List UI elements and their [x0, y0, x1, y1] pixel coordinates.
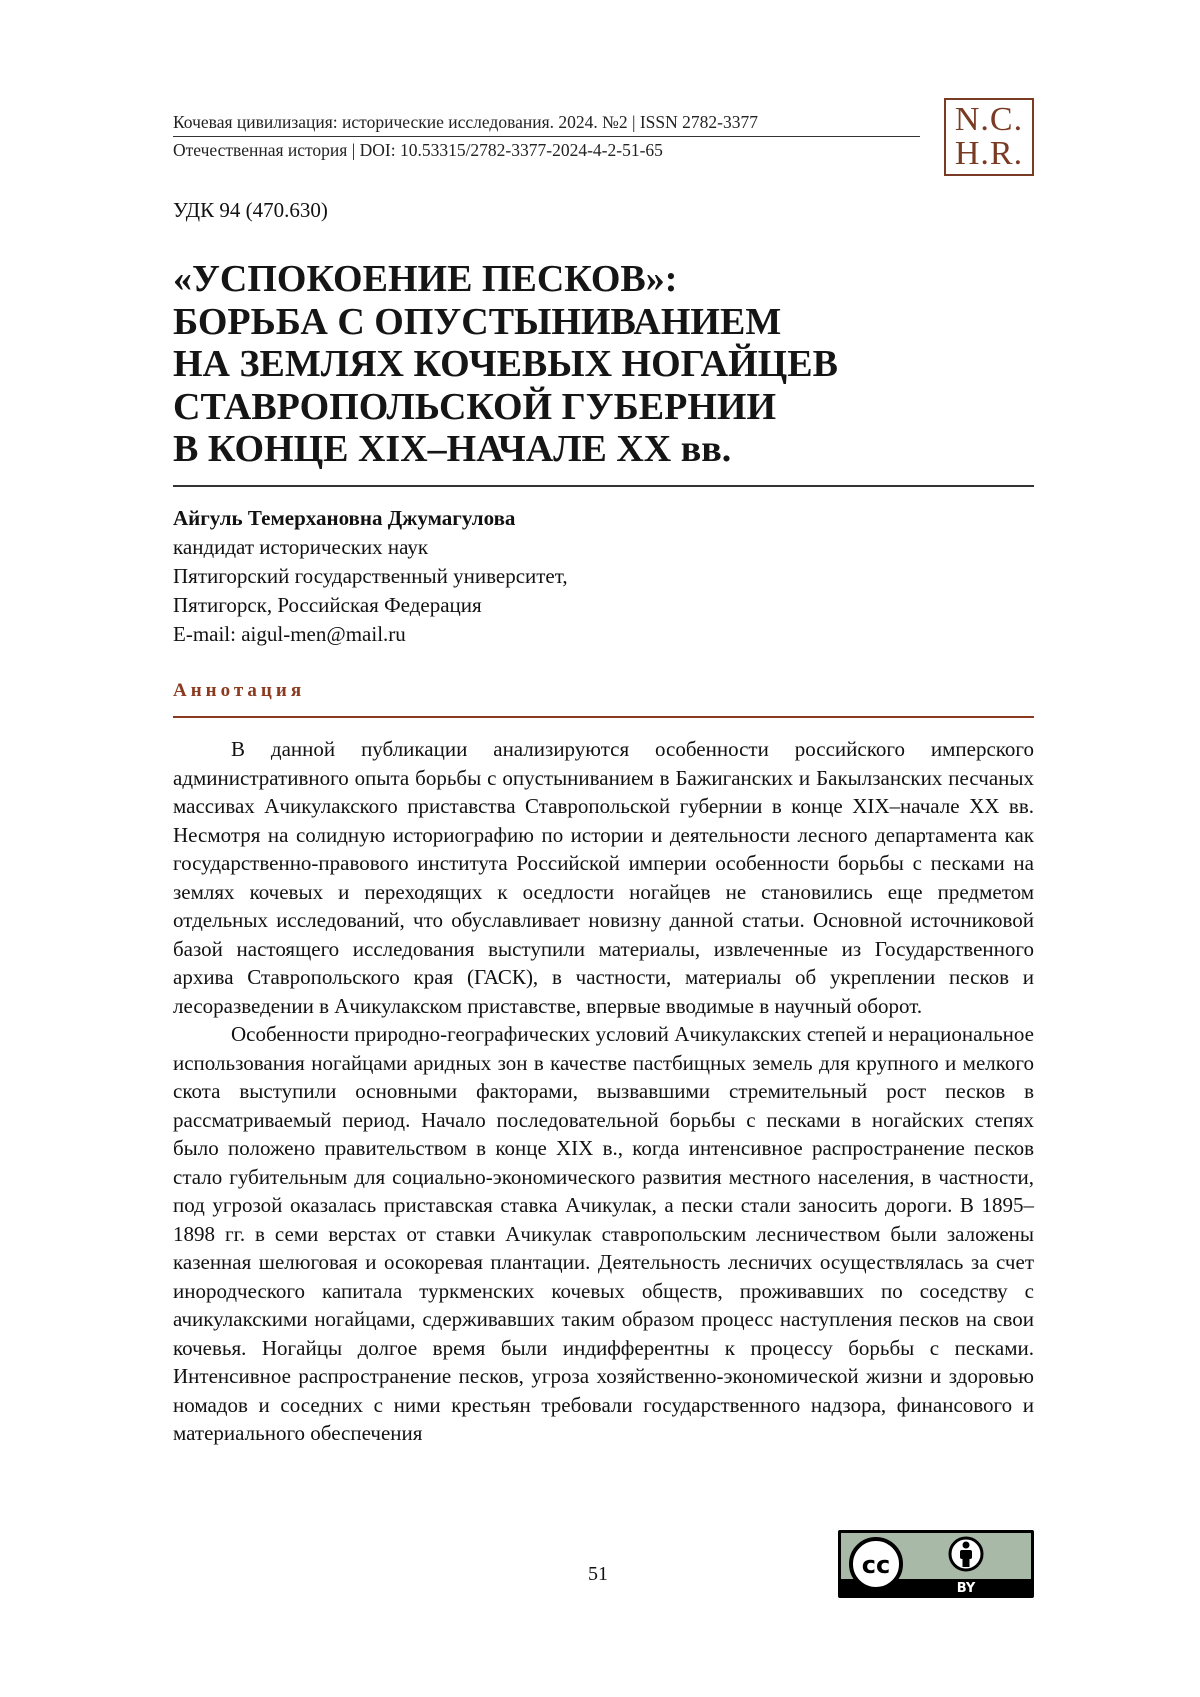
- author-name: Айгуль Темерхановна Джумагулова: [173, 506, 516, 530]
- journal-logo: [944, 98, 1034, 176]
- title-line: «УСПОКОЕНИЕ ПЕСКОВ»:: [173, 258, 678, 300]
- logo-bottom-text: H.R.: [954, 135, 1024, 172]
- abstract-paragraph: В данной публикации анализируются особенности российского имперского административного опыта борьбы с опустыниванием в Бажиганских и Бакылзанских песчаных массивах Ачикулакского приставства Ставропольской губернии в конце XIX–начале XX вв. Несмотря на солидную историографию по истории и деятельности лесного департамента как государственно-правового института Российской империи особенности борьбы с песками на землях кочевых и переходящих к оседлости ногайцев не становились еще предметом отдельных исследований, что обуславливает новизну данной статьи. Основной источниковой базой настоящего исследования выступили материалы, извлеченные из Государственного архива Ставропольского края (ГАСК), в частности, материалы об укреплении песков и лесоразведении в Ачикулакском приставстве, впервые вводимые в научный оборот.: [173, 737, 1034, 1018]
- author-email: E-mail: aigul-men@mail.ru: [173, 622, 406, 646]
- attribution-person-icon: [950, 1538, 982, 1570]
- abstract-body: [173, 735, 1034, 1448]
- cc-icon: [851, 1539, 901, 1589]
- cc-by-badge-graphic: [838, 1530, 1034, 1598]
- section-doi-line: Отечественная история | DOI: 10.53315/2782-3377-2024-4-2-51-65: [173, 140, 663, 160]
- title-line: БОРЬБА С ОПУСТЫНИВАНИЕМ: [173, 300, 782, 343]
- title-line: СТАВРОПОЛЬСКОЙ ГУБЕРНИИ: [173, 385, 777, 428]
- author-location: Пятигорск, Российская Федерация: [173, 593, 482, 617]
- udk-code: УДК 94 (470.630): [173, 198, 328, 222]
- author-block: [173, 504, 568, 649]
- header-divider: [173, 136, 920, 137]
- title-line: НА ЗЕМЛЯХ КОЧЕВЫХ НОГАЙЦЕВ: [173, 343, 838, 385]
- title-divider: [173, 485, 1034, 487]
- cc-by-license-badge: [838, 1530, 1034, 1598]
- abstract-divider: [173, 716, 1034, 718]
- author-degree: кандидат исторических наук: [173, 535, 429, 559]
- author-affiliation: Пятигорский государственный университет,: [173, 564, 568, 588]
- article-title: [173, 258, 1033, 471]
- svg-text:cc: cc: [861, 1551, 891, 1579]
- logo-top-text: N.C.: [954, 101, 1024, 138]
- license-label: BY: [956, 1581, 976, 1596]
- page-number: 51: [588, 1563, 608, 1585]
- journal-header-line: Кочевая цивилизация: исторические исследования. 2024. №2 | ISSN 2782-3377: [173, 112, 758, 132]
- abstract-paragraph: Особенности природно-географических условий Ачикулакских степей и нерациональное использования ногайцами аридных зон в качестве пастбищных земель для крупного и мелкого скота выступили основными факторами, вызвавшими стремительный рост песков в рассматриваемый период. Начало последовательной борьбы с песками в ногайских степях было положено правительством в конце XIX в., когда интенсивное распространение песков стало губительным для социально-экономического развития местного населения, в частности, под угрозой оказалась приставская ставка Ачикулак, а пески стали заносить дороги. В 1895–1898 гг. в семи верстах от ставки Ачикулак ставропольским лесничеством были заложены казенная шелюговая и осокоревая плантации. Деятельность лесничих осуществлялась за счет инородческого капитала туркменских кочевых обществ, проживавших по соседству с ачикулакскими ногайцами, сдерживавших таким образом процесс наступления песков на свои кочевья. Ногайцы долгое время были индифферентны к процессу борьбы с песками. Интенсивное распространение песков, угроза хозяйственно-экономической жизни и здоровью номадов и соседних с ними крестьян требовали государственного надзора, финансового и материального обеспечения: [173, 1022, 1034, 1445]
- title-line: В КОНЦЕ XIX–НАЧАЛЕ XX вв.: [173, 428, 732, 470]
- abstract-heading: Аннотация: [173, 680, 306, 701]
